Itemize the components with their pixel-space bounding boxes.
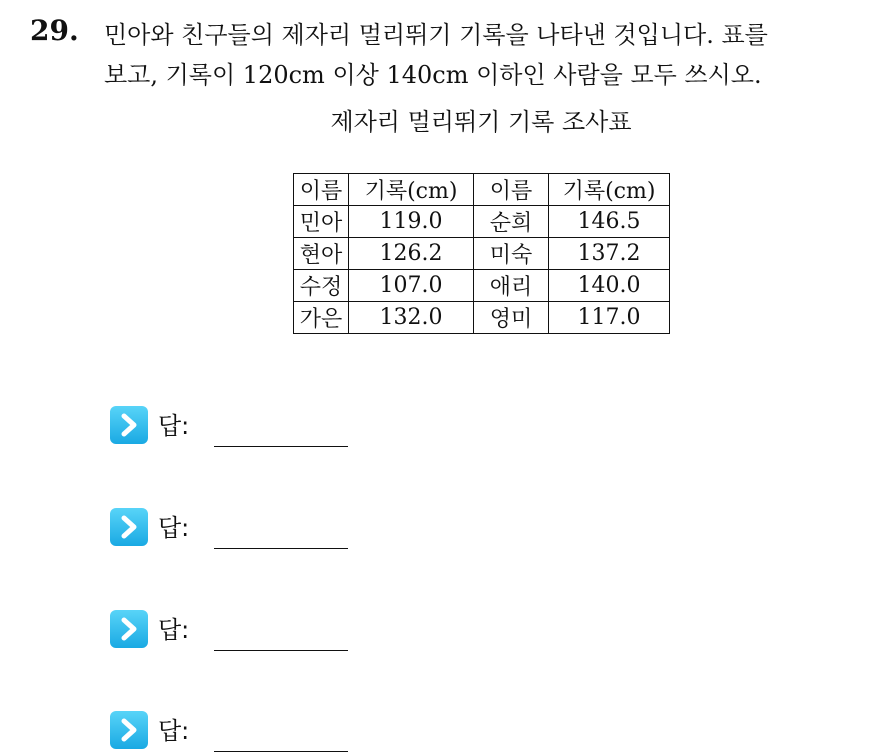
table-row: [294, 302, 670, 334]
table-cell: 146.5: [549, 206, 670, 238]
table-cell: 140.0: [549, 270, 670, 302]
table-cell: 117.0: [549, 302, 670, 334]
answer-label: 답:: [158, 717, 190, 745]
chevron-right-icon: [110, 406, 148, 444]
header-name-2: 이름: [474, 174, 549, 206]
table-cell: 미숙: [474, 238, 549, 270]
table-cell: 수정: [294, 270, 349, 302]
table-cell: 119.0: [349, 206, 474, 238]
answer-label: 답:: [158, 514, 190, 542]
header-record-2: 기록(cm): [549, 174, 670, 206]
records-table: [293, 173, 670, 334]
answer-label: 답:: [158, 616, 190, 644]
answer-slot-2[interactable]: [110, 506, 370, 550]
table-row: [294, 270, 670, 302]
table-cell: 민아: [294, 206, 349, 238]
chevron-right-icon: [110, 711, 148, 749]
table-cell: 영미: [474, 302, 549, 334]
table-title: 제자리 멀리뛰기 기록 조사표: [330, 108, 632, 136]
header-name-1: 이름: [294, 174, 349, 206]
question-text: [104, 15, 864, 95]
table-row: [294, 238, 670, 270]
answer-input-line[interactable]: [214, 446, 348, 447]
answer-slot-3[interactable]: [110, 608, 370, 652]
table-cell: 107.0: [349, 270, 474, 302]
table-cell: 현아: [294, 238, 349, 270]
chevron-right-icon: [110, 508, 148, 546]
answer-slot-1[interactable]: [110, 404, 370, 448]
table-cell: 132.0: [349, 302, 474, 334]
answer-input-line[interactable]: [214, 548, 348, 549]
question-text-line-2: 보고, 기록이 120cm 이상 140cm 이하인 사람을 모두 쓰시오.: [104, 61, 762, 89]
table-cell: 애리: [474, 270, 549, 302]
table-cell: 가은: [294, 302, 349, 334]
table-header-row: [294, 174, 670, 206]
question-number: 29.: [30, 14, 79, 47]
question-text-line-1: 민아와 친구들의 제자리 멀리뛰기 기록을 나타낸 것입니다. 표를: [104, 21, 768, 49]
table-cell: 137.2: [549, 238, 670, 270]
answer-slot-4[interactable]: [110, 709, 370, 753]
answer-input-line[interactable]: [214, 751, 348, 752]
chevron-right-icon: [110, 610, 148, 648]
table-cell: 순희: [474, 206, 549, 238]
table-cell: 126.2: [349, 238, 474, 270]
table-row: [294, 206, 670, 238]
answer-label: 답:: [158, 412, 190, 440]
answer-input-line[interactable]: [214, 650, 348, 651]
header-record-1: 기록(cm): [349, 174, 474, 206]
